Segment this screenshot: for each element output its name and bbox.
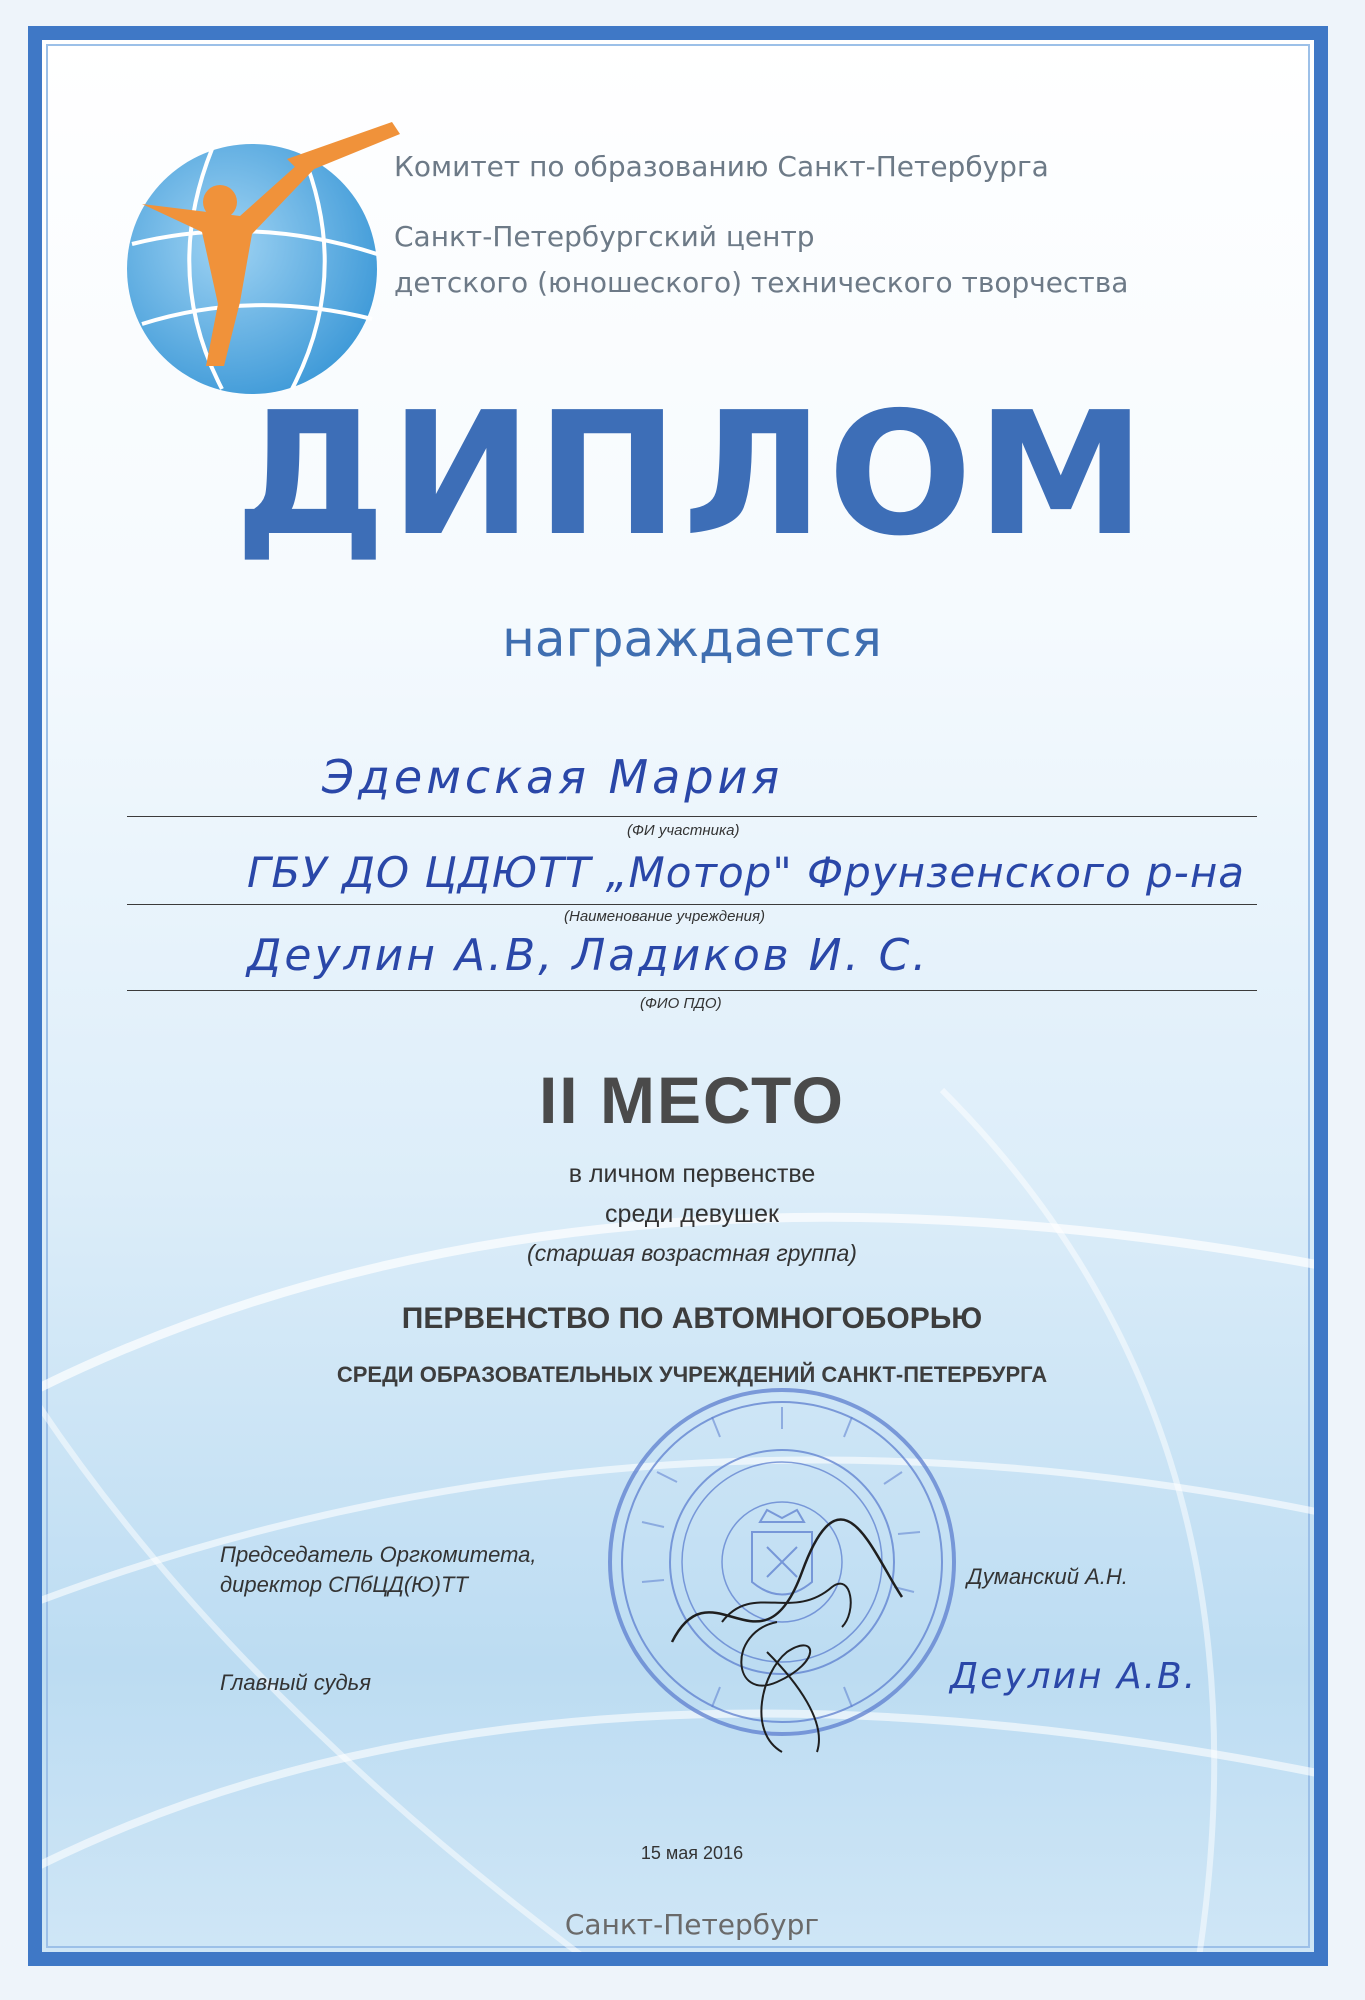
chair-title-line1: Председатель Оргкомитета,: [220, 1542, 537, 1567]
chair-name: Думанский А.Н.: [967, 1564, 1128, 1589]
institution-name: ГБУ ДО ЦДЮТТ „Мотор" Фрунзенского р-на: [247, 848, 1246, 897]
chair-title-line2: директор СПбЦД(Ю)ТТ: [220, 1571, 468, 1597]
diploma-frame: [28, 26, 1328, 1966]
participant-line: [127, 816, 1257, 817]
issue-date: 15 мая 2016: [640, 1843, 744, 1863]
institution-line: [127, 904, 1257, 905]
participant-caption: (ФИ участника): [627, 822, 740, 839]
center-name-line1: Санкт-Петербургский центр: [394, 220, 815, 253]
globe-icon: [127, 144, 377, 394]
event-name: ПЕРВЕНСТВО ПО АВТОМНОГОБОРЬЮ: [401, 1302, 983, 1335]
document-title: ДИПЛОМ: [234, 376, 1150, 574]
institution-caption: (Наименование учреждения): [564, 908, 766, 925]
awarded-label: награждается: [502, 610, 882, 668]
judge-title: Главный судья: [220, 1670, 372, 1695]
participant-name: Эдемская Мария: [322, 750, 784, 804]
coat-of-arms-icon: [752, 1510, 812, 1595]
issue-city: Санкт-Петербург: [564, 1908, 820, 1941]
teacher-line: [127, 990, 1257, 991]
teacher-names: Деулин А.В, Ладиков И. С.: [247, 930, 930, 981]
judge-name: Деулин А.В.: [950, 1656, 1198, 1697]
detail-line2: среди девушек: [605, 1200, 779, 1228]
center-name-line2: детского (юношеского) технического творчества: [394, 266, 1129, 299]
detail-line3: (старшая возрастная группа): [527, 1240, 857, 1266]
committee-name: Комитет по образованию Санкт-Петербурга: [394, 150, 1049, 183]
judge-signature: [707, 1612, 847, 1762]
chair-title: [220, 1540, 537, 1599]
detail-line1: в личном первенстве: [568, 1160, 816, 1188]
event-scope: СРЕДИ ОБРАЗОВАТЕЛЬНЫХ УЧРЕЖДЕНИЙ САНКТ-ПЕТЕРБУРГА: [336, 1362, 1048, 1387]
center-logo: [102, 104, 422, 404]
place-title: II МЕСТО: [538, 1063, 846, 1137]
teacher-caption: (ФИО ПДО): [640, 995, 722, 1012]
